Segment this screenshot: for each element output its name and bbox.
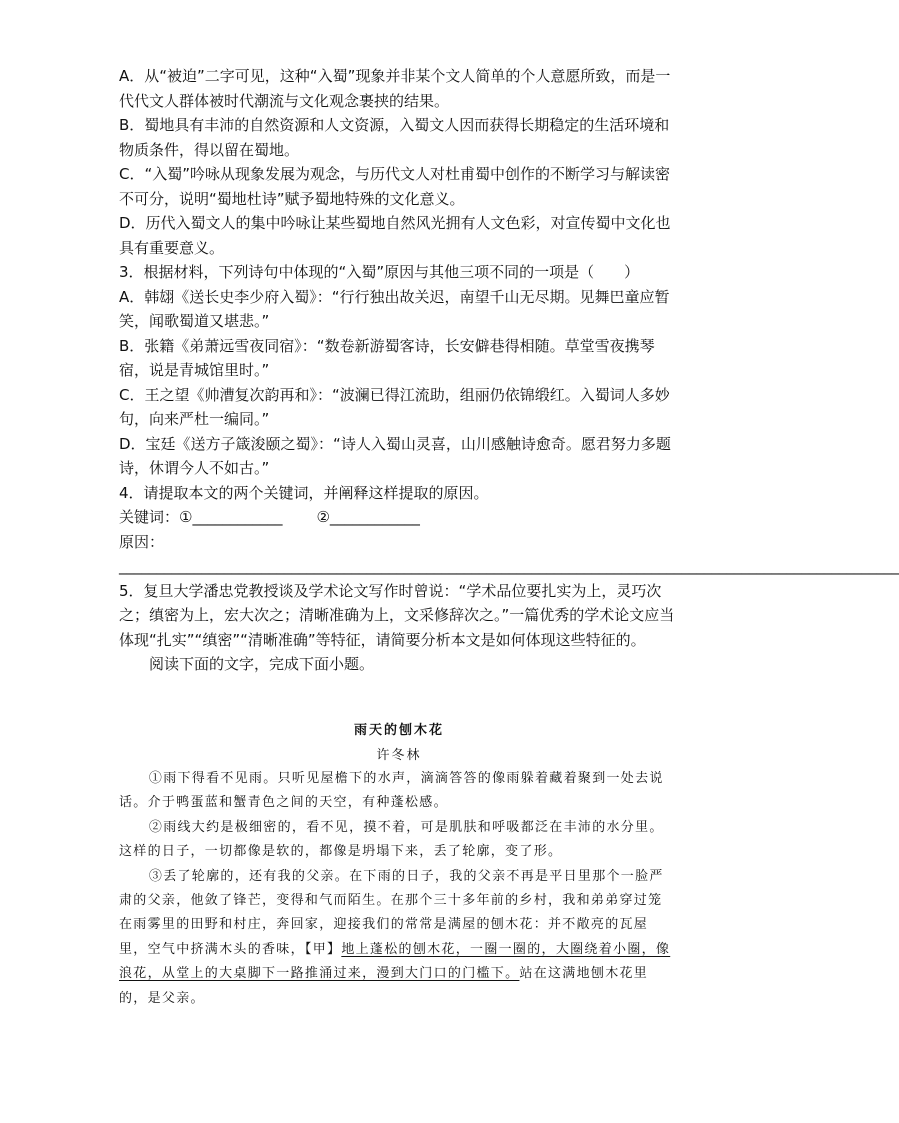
passage-paragraph-2: ②雨线大约是极细密的，看不见，摸不着，可是肌肤和呼吸都泛在丰沛的水分里。这样的日子，一切都像是软的，都像是坍塌下来，丢了轮廓，变了形。 [119, 819, 664, 860]
questions-section [119, 64, 899, 677]
keyword-label: 关键词：① [119, 508, 193, 526]
option-a: A．从“被迫”二字可见，这种“入蜀”现象并非某个文人简单的个人意愿所致，而是一代代文人群体被时代潮流与文化观念裹挟的结果。 [119, 67, 671, 110]
passage-body [119, 767, 673, 1011]
marker-jia: 【甲】 [304, 941, 342, 957]
underlined-sentence: 地上蓬松的刨木花，一圈一圈的，大圈绕着小圈，像浪花，从堂上的大桌脚下一路推涌过来，漫到大门口的门槛下。 [119, 941, 671, 982]
option-d: D．历代入蜀文人的集中吟咏让某些蜀地自然风光拥有人文色彩，对宣传蜀中文化也具有重要意义。 [119, 214, 671, 257]
passage-title: 雨天的刨木花 [353, 723, 444, 738]
reason-answer-line[interactable]: ________________________________________________________________________________________________________ [119, 557, 899, 575]
reason-label: 原因： [119, 532, 165, 551]
passage-paragraph-1: ①雨下得看不见雨。只听见屋檐下的水声，滴滴答答的像雨躲着藏着聚到一处去说话。介于鸭蛋蓝和蟹青色之间的天空，有种蓬松感。 [119, 771, 664, 811]
passage-paragraph-3 [119, 865, 673, 1011]
paragraph-3-tail: 站在这满地刨木花里的，是父亲。 [119, 966, 649, 1006]
paragraph-3-lead: ③丢了轮廓的，还有我的父亲。在下雨的日子，我的父亲不再是平日里那个一脸严肃的父亲，他敛了锋芒，变得和气而陌生。在那个三十多年前的乡村，我和弟弟穿过笼在雨雾里的田野和村庄，奔回家，迎接我们的常常是满屋的刨木花：并不敞亮的瓦屋里，空气中挤满木头的香味， [119, 868, 664, 957]
keyword-blank-1[interactable]: ____________ [192, 508, 283, 526]
question-3-stem: 3．根据材料，下列诗句中体现的“入蜀”原因与其他三项不同的一项是（ ） [119, 263, 640, 281]
question-5-text: 5．复旦大学潘忠党教授谈及学术论文写作时曾说：“学术品位要扎实为上，灵巧次之；缜密为上，宏大次之；清晰准确为上，文采修辞次之。”一篇优秀的学术论文应当体现“扎实”“缜密”“清晰准确”等特征，请简要分析本文是如何体现这些特征的。 [119, 581, 675, 649]
question-4-keywords-line [119, 505, 679, 530]
keyword-blank-2[interactable]: ____________ [329, 508, 420, 526]
question-3-option-b: B．张籍《弟萧远雪夜同宿》：“数卷新游蜀客诗，长安僻巷得相随。草堂雪夜携琴宿，说是青城馆里时。” [119, 336, 655, 379]
option-c: C．“入蜀”吟咏从现象发展为观念，与历代文人对杜甫蜀中创作的不断学习与解读密不可分，说明“蜀地杜诗”赋予蜀地特殊的文化意义。 [119, 165, 671, 208]
question-4-stem: 4．请提取本文的两个关键词，并阐释这样提取的原因。 [119, 483, 489, 502]
passage-author: 许冬林 [376, 748, 422, 763]
reading-instruction: 阅读下面的文字，完成下面小题。 [149, 655, 375, 673]
option-b: B．蜀地具有丰沛的自然资源和人文资源，入蜀文人因而获得长期稳定的生活环境和物质条件，得以留在蜀地。 [119, 116, 670, 159]
question-3-option-a: A．韩翃《送长史李少府入蜀》：“行行独出故关迟，南望千山无尽期。见舞巴童应暂笑，闻歌蜀道又堪悲。” [119, 287, 670, 330]
question-3-option-c: C．王之望《帅漕复次韵再和》：“波澜已得江流助，组丽仍依锦缎红。入蜀词人多妙句，向来严杜一编同。” [119, 385, 670, 428]
keyword-marker-2: ② [316, 508, 330, 526]
question-3-option-d: D．宝廷《送方子箴浚颐之蜀》：“诗人入蜀山灵喜，山川感触诗愈奇。愿君努力多题诗，休谓今人不如古。” [119, 434, 671, 477]
